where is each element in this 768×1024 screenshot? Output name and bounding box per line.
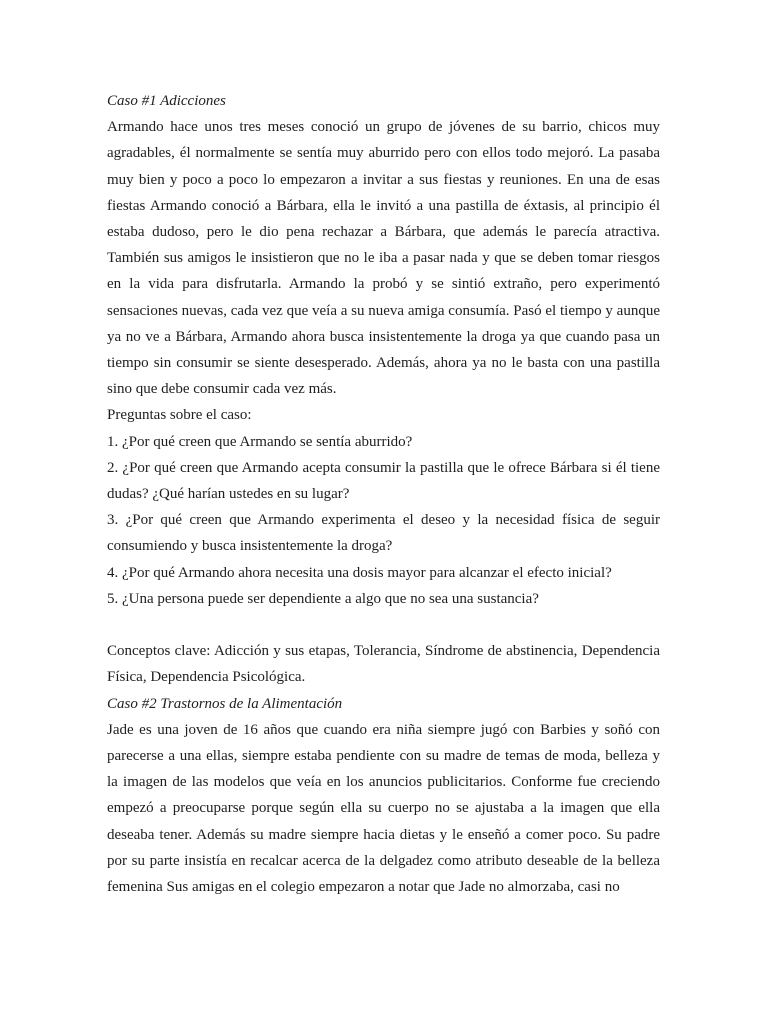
- case2-title: Caso #2 Trastornos de la Alimentación: [107, 695, 343, 712]
- question-item: 3. ¿Por qué creen que Armando experimenta el deseo y la necesidad física de seguir consumiendo y busca insistentemente la droga?: [107, 512, 660, 555]
- case1-body: Armando hace unos tres meses conoció un grupo de jóvenes de su barrio, chicos muy agradables, él normalmente se sentía muy aburrido pero con ellos todo mejoró. La pasaba muy bien y poco a poco lo empezaron a invitar a sus fiestas y reuniones. En una de esas fiestas Armando conoció a Bárbara, ella le invitó a una pastilla de éxtasis, al principio él estaba dudoso, pero le dio pena rechazar a Bárbara, que además le parecía atractiva. También sus amigos le insistieron que no le iba a pasar nada y que se deben tomar riesgos en la vida para disfrutarla. Armando la probó y se sintió extraño, pero experimentó sensaciones nuevas, cada vez que veía a su nueva amiga consumía. Pasó el tiempo y aunque ya no ve a Bárbara, Armando ahora busca insistentemente la droga ya que cuando pasa un tiempo sin consumir se siente desesperado. Además, ahora ya no le basta con una pastilla sino que debe consumir cada vez más.: [107, 119, 660, 398]
- questions-label: Preguntas sobre el caso:: [107, 407, 252, 424]
- document-page: [107, 88, 660, 900]
- question-item: 5. ¿Una persona puede ser dependiente a algo que no sea una sustancia?: [107, 590, 539, 607]
- case1-title: Caso #1 Adicciones: [107, 93, 226, 109]
- question-item: 1. ¿Por qué creen que Armando se sentía aburrido?: [107, 433, 413, 450]
- questions-list: [107, 429, 660, 612]
- paragraph-spacer: [107, 612, 660, 638]
- case2-body: Jade es una joven de 16 años que cuando era niña siempre jugó con Barbies y soñó con parecerse a una ellas, siempre estaba pendiente con su madre de temas de moda, belleza y la imagen de las modelos que veía en los anuncios publicitarios. Conforme fue creciendo empezó a preocuparse porque según ella su cuerpo no se ajustaba a la imagen que ella deseaba tener. Además su madre siempre hacia dietas y le enseñó a comer poco. Su padre por su parte insistía en recalcar acerca de la delgadez como atributo deseable de la belleza femenina Sus amigas en el colegio empezaron a notar que Jade no almorzaba, casi no: [107, 721, 660, 896]
- key-concepts: Conceptos clave: Adicción y sus etapas, Tolerancia, Síndrome de abstinencia, Dependencia Física, Dependencia Psicológica.: [107, 643, 660, 686]
- question-item: 4. ¿Por qué Armando ahora necesita una dosis mayor para alcanzar el efecto inicial?: [107, 564, 612, 581]
- question-item: 2. ¿Por qué creen que Armando acepta consumir la pastilla que le ofrece Bárbara si él tiene dudas? ¿Qué harían ustedes en su lugar?: [107, 459, 660, 503]
